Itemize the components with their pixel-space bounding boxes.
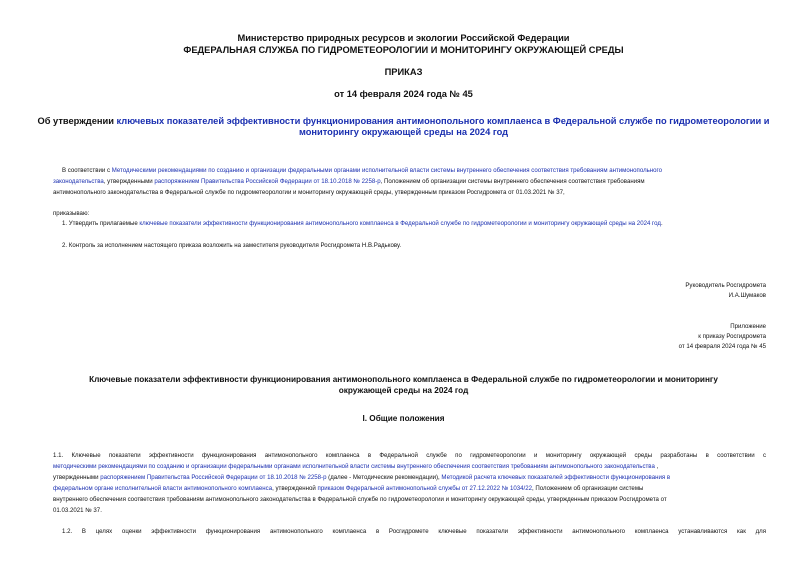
doc-type: ПРИКАЗ <box>384 67 423 77</box>
para-text: утвержденными <box>53 474 101 481</box>
para-text: , <box>654 463 659 470</box>
government-order-link-2[interactable]: распоряжением Правительства Российской Федерации от 18.10.2018 № 2258-р <box>100 474 327 481</box>
para-1-1-line6: 01.03.2021 № 37. <box>53 507 102 514</box>
ministry-name: Министерство природных ресурсов и экологии Российской Федерации <box>237 33 570 43</box>
para-1-1: 1.1. Ключевые показатели эффективности функционирования антимонопольного комплаенса в Федеральной службе по гидрометеорологии и мониторингу окружающей среды разработаны в соответствии с <box>53 452 766 459</box>
preamble-line2 <box>53 178 645 185</box>
preamble-line1 <box>62 167 662 174</box>
kpi-link[interactable]: ключевые показатели эффективности функционирования антимонопольного комплаенса в Федеральной службе по гидрометеорологии и мониторингу окружающей среды на 2024 год <box>139 220 661 227</box>
appendix-label: Приложение <box>730 323 766 330</box>
methodical-recommendations-link-2[interactable]: методическими рекомендациями по созданию и организации федеральными органами исполнительной власти системы внутреннего обеспечения соответствия требованиям антимонопольного законодательства <box>53 463 655 470</box>
para-text: (далее - Методические рекомендации), <box>326 474 442 481</box>
preamble-text: В соответствии с <box>62 167 112 174</box>
signature-name: И.А.Шумаков <box>728 292 766 299</box>
appendix-ref: к приказу Росгидромета <box>698 333 766 340</box>
preamble-text: , Положением об организации системы внутреннего обеспечения соответствия требованиям <box>380 178 645 185</box>
kpi-title: Ключевые показатели эффективности функционирования антимонопольного комплаенса в Федеральной службе по гидрометеорологии и мониторингу <box>89 375 718 384</box>
kpi-title-line2: окружающей среды на 2024 год <box>338 386 469 395</box>
preamble-text: , утвержденными <box>103 178 155 185</box>
para-1-1-line2 <box>53 463 658 470</box>
para-text: , Положением об организации системы <box>531 485 644 492</box>
service-name: ФЕДЕРАЛЬНАЯ СЛУЖБА ПО ГИДРОМЕТЕОРОЛОГИИ И МОНИТОРИНГУ ОКРУЖАЮЩЕЙ СРЕДЫ <box>183 45 624 55</box>
preamble-line3: антимонопольного законодательства в Федеральной службе по гидрометеорологии и мониторингу окружающей среды, утвержденным приказом Росгидромета от 01.03.2021 № 37, <box>53 189 565 196</box>
methodical-recommendations-link[interactable]: Методическими рекомендациями по созданию и организации федеральными органами исполнительной власти системы внутреннего обеспечения соответствия требованиям антимонопольного <box>111 167 663 174</box>
order-title-line2 <box>0 127 807 137</box>
government-order-link[interactable]: распоряжением Правительства Российской Федерации от 18.10.2018 № 2258-р <box>154 178 381 185</box>
calculation-method-link-cont[interactable]: федеральном органе исполнительной власти антимонопольного комплаенса <box>53 485 273 492</box>
order-title-prefix: Об утверждении <box>37 116 117 126</box>
order-item-text: . <box>660 220 663 227</box>
para-1-1-line3 <box>53 474 670 481</box>
methodical-recommendations-link-cont[interactable]: законодательства <box>53 178 104 185</box>
signature-position: Руководитель Росгидромета <box>685 282 766 289</box>
order-word: приказываю: <box>53 210 90 217</box>
section-1-title: I. Общие положения <box>362 414 445 423</box>
order-item-text: 1. Утвердить прилагаемые <box>62 220 140 227</box>
para-1-1-line5: внутреннего обеспечения соответствия требованиям антимонопольного законодательства в Федеральной службе по гидрометеорологии и мониторингу окружающей среды, утвержденным приказом Росгидромета от <box>53 496 667 503</box>
doc-date: от 14 февраля 2024 года № 45 <box>334 89 473 99</box>
appendix-date: от 14 февраля 2024 года № 45 <box>678 343 766 350</box>
order-item-2: 2. Контроль за исполнением настоящего приказа возложить на заместителя руководителя Росгидромета Н.В.Радькову. <box>62 242 402 249</box>
fas-order-link[interactable]: приказом Федеральной антимонопольной службы от 27.12.2022 № 1034/22 <box>317 485 532 492</box>
para-1-1-line4 <box>53 485 643 492</box>
order-title-link-cont[interactable]: мониторингу окружающей среды на 2024 год <box>298 127 509 137</box>
order-title-link[interactable]: ключевых показателей эффективности функционирования антимонопольного комплаенса в Федеральной службе по гидрометеорологии и <box>116 116 770 126</box>
order-title <box>0 116 807 126</box>
para-text: , утвержденной <box>272 485 318 492</box>
order-item-1 <box>62 220 663 227</box>
calculation-method-link[interactable]: Методикой расчета ключевых показателей эффективности функционирования в <box>441 474 671 481</box>
para-1-2: 1.2. В целях оценки эффективности функционирования антимонопольного комплаенса в Росгидромете ключевые показатели эффективности антимонопольного комплаенса устанавливаются как для <box>62 528 766 535</box>
